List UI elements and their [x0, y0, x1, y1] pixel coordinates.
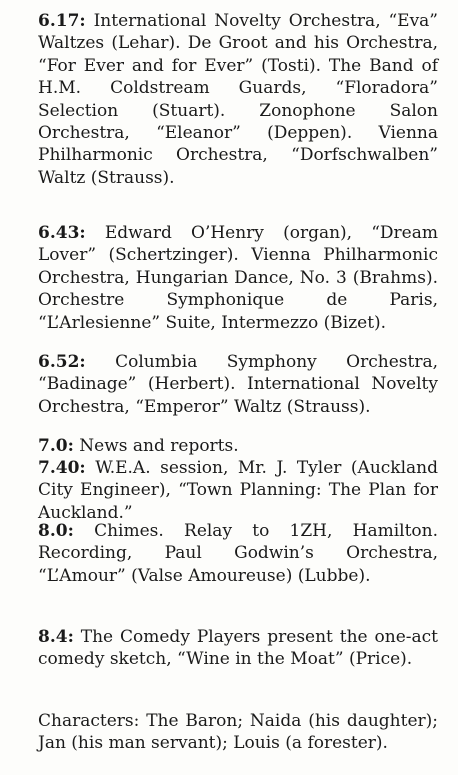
entry-time: 7.0:: [38, 436, 74, 456]
entry-time: 6.52:: [38, 352, 86, 372]
entry-time: 7.40:: [38, 458, 86, 478]
entry-text: The Comedy Players present the one-act comedy sketch, “Wine in the Moat” (Price).: [38, 627, 438, 670]
programme-entry-652: [38, 351, 438, 418]
entry-text: Chimes. Relay to 1ZH, Hamilton. Recording, Paul Godwin’s Orchestra, “L’Amour” (Valse Amoureuse) (Lubbe).: [38, 521, 439, 586]
entry-text: Columbia Symphony Orchestra, “Badinage” (Herbert). International Novelty Orchestra, “Emperor” Waltz (Strauss).: [38, 352, 438, 417]
characters-list: [38, 710, 438, 755]
programme-entry-617: [38, 10, 438, 189]
entry-text: Edward O’Henry (organ), “Dream Lover” (Schertzinger). Vienna Philharmonic Orchestra, Hungarian Dance, No. 3 (Brahms). Orchestre Symphonique de Paris, “L’Arlesienne” Suite, Intermezzo (Bizet).: [38, 223, 438, 333]
programme-entry-740: [38, 457, 438, 524]
characters-text: Characters: The Baron; Naida (his daughter); Jan (his man servant); Louis (a forester).: [38, 711, 438, 754]
programme-entry-643: [38, 222, 438, 334]
programme-entry-84: [38, 626, 438, 671]
entry-time: 6.17:: [38, 11, 86, 31]
entry-text: W.E.A. session, Mr. J. Tyler (Auckland City Engineer), “Town Planning: The Plan for Auckland.”: [38, 458, 439, 523]
entry-text: International Novelty Orchestra, “Eva” Waltzes (Lehar). De Groot and his Orchestra, “For Ever and for Ever” (Tosti). The Band of H.M. Coldstream Guards, “Floradora” Selection (Stuart). Zonophone Salon Orchestra, “Eleanor” (Deppen). Vienna Philharmonic Orchestra, “Dorfschwalben” Waltz (Strauss).: [38, 11, 439, 188]
programme-entry-70: [38, 435, 438, 457]
entry-time: 6.43:: [38, 223, 86, 243]
programme-entry-80: [38, 520, 438, 587]
entry-time: 8.4:: [38, 627, 74, 647]
entry-time: 8.0:: [38, 521, 74, 541]
entry-text: News and reports.: [79, 436, 239, 456]
